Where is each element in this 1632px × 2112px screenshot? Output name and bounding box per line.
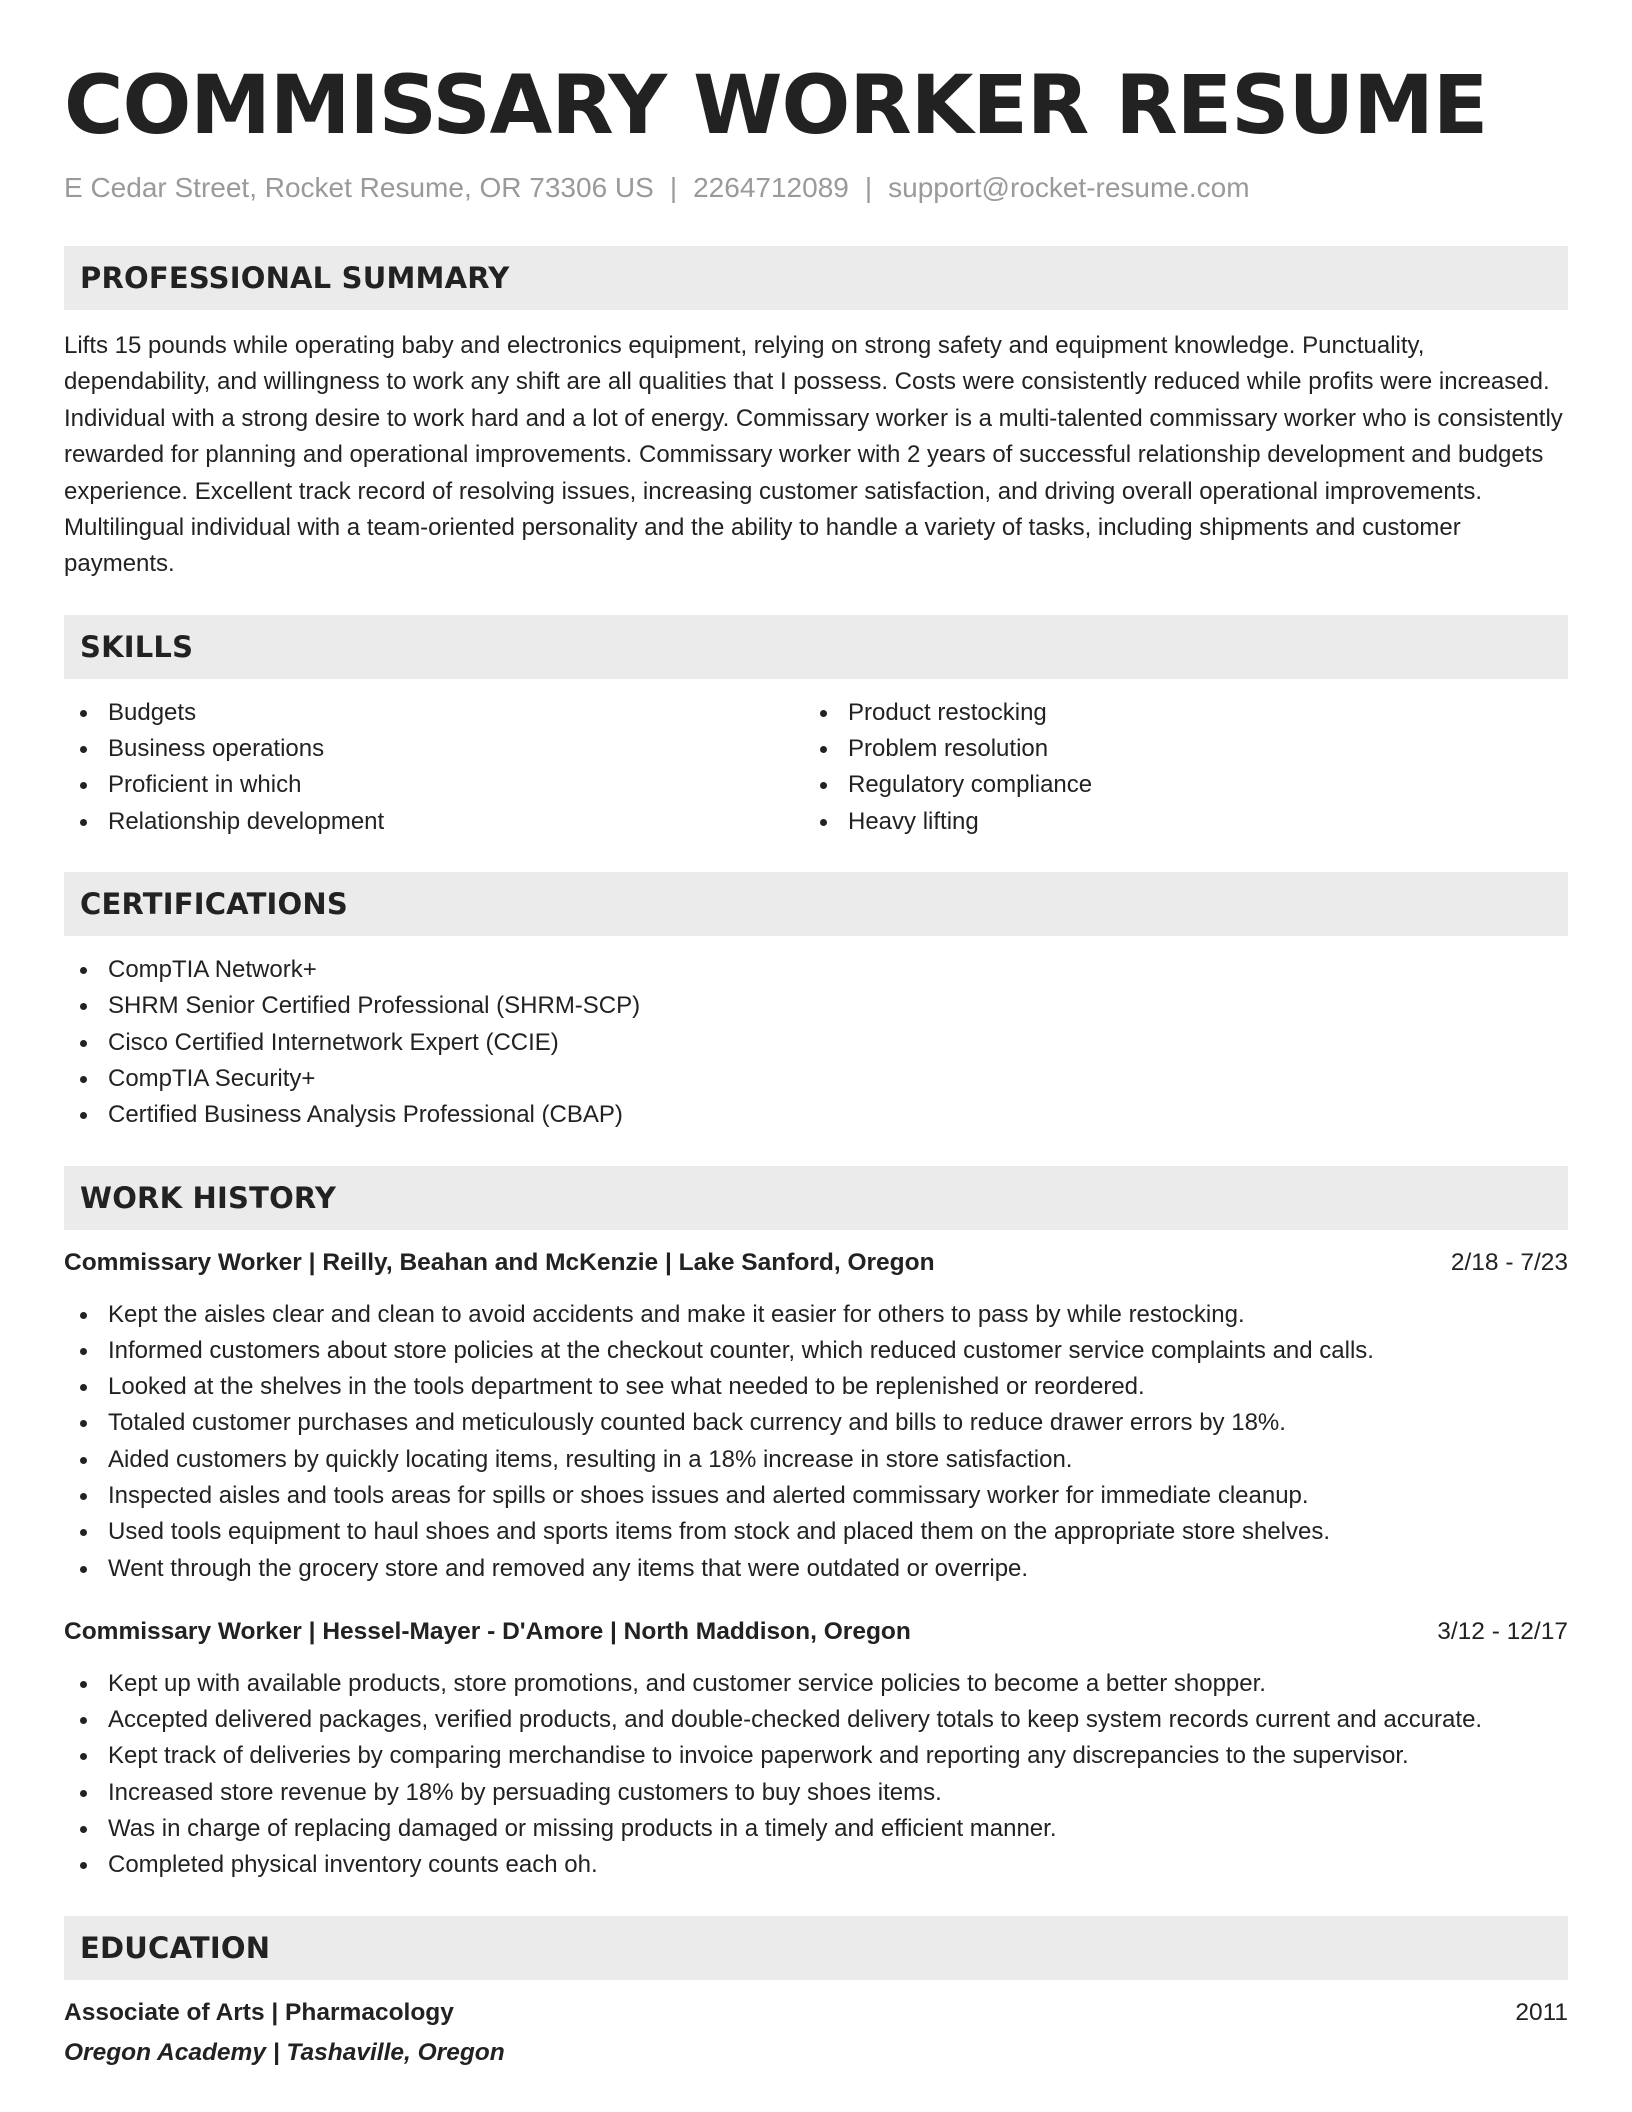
education-degree: Associate of Arts | Pharmacology [64, 1998, 454, 2026]
section-header-certifications: CERTIFICATIONS [64, 872, 1568, 936]
job-bullet: Looked at the shelves in the tools department to see what needed to be replenished or reordered. [64, 1369, 1568, 1405]
section-header-summary: PROFESSIONAL SUMMARY [64, 246, 1568, 310]
certification-item: CompTIA Security+ [64, 1061, 1568, 1097]
job-title: Commissary Worker | Reilly, Beahan and McKenzie | Lake Sanford, Oregon [64, 1248, 935, 1276]
job-entry [64, 1615, 1568, 1884]
job-bullets [64, 1666, 1568, 1884]
job-title: Commissary Worker | Hessel-Mayer - D'Amore | North Maddison, Oregon [64, 1617, 911, 1645]
job-bullet: Aided customers by quickly locating items, resulting in a 18% increase in store satisfaction. [64, 1442, 1568, 1478]
certification-item: CompTIA Network+ [64, 952, 1568, 988]
job-bullet: Was in charge of replacing damaged or missing products in a timely and efficient manner. [64, 1811, 1568, 1847]
job-bullet: Accepted delivered packages, verified products, and double-checked delivery totals to keep system records current and accurate. [64, 1702, 1568, 1738]
section-header-education: EDUCATION [64, 1916, 1568, 1980]
skills-list [64, 695, 1568, 840]
education-school: Oregon Academy | Tashaville, Oregon [64, 2038, 505, 2066]
certifications-list [64, 952, 1568, 1133]
job-bullet: Completed physical inventory counts each oh. [64, 1847, 1568, 1883]
education-entry [64, 1996, 1568, 2070]
skill-item: Problem resolution [804, 731, 1544, 767]
job-entry [64, 1246, 1568, 1587]
contact-phone: 2264712089 [693, 172, 849, 203]
contact-separator: | [864, 172, 873, 203]
skill-item: Relationship development [64, 804, 804, 840]
job-bullet: Kept up with available products, store promotions, and customer service policies to become a better shopper. [64, 1666, 1568, 1702]
job-bullet: Totaled customer purchases and meticulously counted back currency and bills to reduce drawer errors by 18%. [64, 1405, 1568, 1441]
job-bullet: Went through the grocery store and removed any items that were outdated or overripe. [64, 1551, 1568, 1587]
job-dates: 2/18 - 7/23 [1450, 1248, 1568, 1276]
job-bullet: Increased store revenue by 18% by persuading customers to buy shoes items. [64, 1775, 1568, 1811]
contact-separator: | [669, 172, 678, 203]
job-header [64, 1246, 1568, 1280]
job-bullets [64, 1297, 1568, 1587]
certification-item: Cisco Certified Internetwork Expert (CCIE) [64, 1025, 1568, 1061]
summary-text: Lifts 15 pounds while operating baby and electronics equipment, relying on strong safety and equipment knowledge. Punctuality, dependability, and willingness to work any shift are all qualities that I possess. Costs were consistently reduced while profits were increased. Individual with a strong desire to work hard and a lot of energy. Commissary worker is a multi-talented commissary worker who is consistently rewarded for planning and operational improvements. Commissary worker with 2 years of successful relationship development and budgets experience. Excellent track record of resolving issues, increasing customer satisfaction, and driving overall operational improvements. Multilingual individual with a team-oriented personality and the ability to handle a variety of tasks, including shipments and customer payments. [64, 332, 1563, 578]
job-bullet: Kept the aisles clear and clean to avoid accidents and make it easier for others to pass by while restocking. [64, 1297, 1568, 1333]
education-year: 2011 [1515, 1998, 1568, 2026]
skills-column-right [804, 695, 1544, 840]
section-header-skills: SKILLS [64, 615, 1568, 679]
contact-line [64, 170, 1568, 206]
job-header [64, 1615, 1568, 1649]
skill-item: Heavy lifting [804, 804, 1544, 840]
skill-item: Regulatory compliance [804, 767, 1544, 803]
resume-title: COMMISSARY WORKER RESUME [64, 59, 1488, 153]
education-header [64, 1996, 1568, 2030]
contact-address: E Cedar Street, Rocket Resume, OR 73306 US [64, 172, 654, 203]
skill-item: Business operations [64, 731, 804, 767]
certification-item: SHRM Senior Certified Professional (SHRM-SCP) [64, 988, 1568, 1024]
skill-item: Product restocking [804, 695, 1544, 731]
certification-item: Certified Business Analysis Professional (CBAP) [64, 1097, 1568, 1133]
job-bullet: Kept track of deliveries by comparing merchandise to invoice paperwork and reporting any discrepancies to the supervisor. [64, 1738, 1568, 1774]
job-bullet: Used tools equipment to haul shoes and sports items from stock and placed them on the appropriate store shelves. [64, 1514, 1568, 1550]
skills-column-left [64, 695, 804, 840]
job-dates: 3/12 - 12/17 [1437, 1617, 1568, 1645]
job-bullet: Informed customers about store policies at the checkout counter, which reduced customer service complaints and calls. [64, 1333, 1568, 1369]
job-bullet: Inspected aisles and tools areas for spills or shoes issues and alerted commissary worker for immediate cleanup. [64, 1478, 1568, 1514]
skill-item: Budgets [64, 695, 804, 731]
contact-email: support@rocket-resume.com [888, 172, 1250, 203]
section-header-work-history: WORK HISTORY [64, 1166, 1568, 1230]
skill-item: Proficient in which [64, 767, 804, 803]
